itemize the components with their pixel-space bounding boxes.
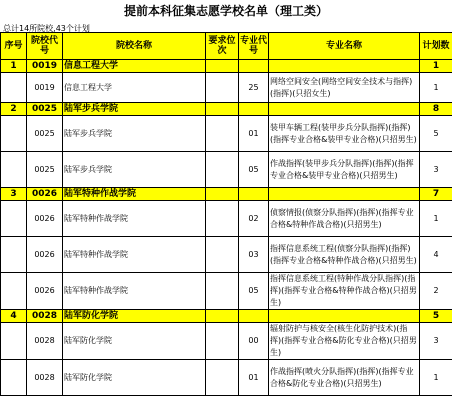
row-school-name: 陆军防化学院 [63,323,206,360]
row-major-code: 05 [239,152,269,188]
row-major-code: 25 [239,73,269,103]
row-plan: 3 [420,323,452,360]
row-major-name: 侦察情报(侦察分队指挥)(指挥)(指挥专业合格&特种作战合格)(只招男生) [269,201,420,237]
group-seq: 4 [1,310,27,323]
group-school-code: 0026 [27,188,63,201]
row-major-name: 网络空间安全(网络空间安全技术与指挥)(指挥)(只招女生) [269,73,420,103]
group-plan: 5 [420,310,452,323]
table-row [1,201,452,237]
row-major-name: 作战指挥(喷火分队指挥)(指挥)(指挥专业合格&防化专业合格)(只招男生) [269,360,420,396]
row-school-name: 信息工程大学 [63,73,206,103]
group-seq: 1 [1,60,27,73]
header-major-name: 专业名称 [269,33,420,60]
table-row [1,73,452,103]
table-row [1,273,452,310]
row-school-code: 0019 [27,73,63,103]
group-school-name: 信息工程大学 [63,60,206,73]
table-row [1,323,452,360]
row-plan: 4 [420,237,452,273]
row-school-code: 0026 [27,237,63,273]
group-school-name: 陆军步兵学院 [63,103,206,116]
table-row [1,116,452,152]
row-major-code: 05 [239,273,269,310]
row-school-code: 0028 [27,323,63,360]
table-row [1,237,452,273]
group-seq: 3 [1,188,27,201]
group-row [1,310,452,323]
table-row [1,152,452,188]
row-school-code: 0028 [27,360,63,396]
group-plan: 8 [420,103,452,116]
group-school-code: 0025 [27,103,63,116]
row-school-code: 0025 [27,152,63,188]
group-plan: 7 [420,188,452,201]
row-major-name: 指挥信息系统工程(侦察分队指挥)(指挥)(指挥专业合格&特种作战合格)(只招男生) [269,237,420,273]
header-seq: 序号 [1,33,27,60]
document-title: 提前本科征集志愿学校名单（理工类） [123,4,328,18]
group-seq: 2 [1,103,27,116]
row-major-name: 辐射防护与核安全(核生化防护技术)(指挥)(指挥专业合格&防化专业合格)(只招男生) [269,323,420,360]
document-subtitle: 总计14所院校,43个计划 [3,24,90,33]
row-school-name: 陆军特种作战学院 [63,201,206,237]
row-school-code: 0025 [27,116,63,152]
table-header-row [1,33,452,60]
row-major-code: 01 [239,360,269,396]
group-row [1,103,452,116]
group-school-code: 0028 [27,310,63,323]
row-plan: 2 [420,273,452,310]
row-school-name: 陆军特种作战学院 [63,237,206,273]
row-school-code: 0026 [27,273,63,310]
row-plan: 1 [420,73,452,103]
row-plan: 3 [420,152,452,188]
row-major-code: 03 [239,237,269,273]
row-plan: 1 [420,201,452,237]
row-major-code: 00 [239,323,269,360]
group-plan: 1 [420,60,452,73]
row-school-name: 陆军防化学院 [63,360,206,396]
group-school-code: 0019 [27,60,63,73]
header-major-code: 专业代号 [239,33,269,60]
group-school-name: 陆军防化学院 [63,310,206,323]
header-req-count: 要求位次 [206,33,239,60]
row-major-name: 作战指挥(装甲步兵分队指挥)(指挥)(指挥专业合格&装甲专业合格)(只招男生) [269,152,420,188]
header-plan: 计划数 [420,33,452,60]
row-major-name: 装甲车辆工程(装甲步兵分队指挥)(指挥)(指挥专业合格&装甲专业合格)(只招男生) [269,116,420,152]
row-major-name: 指挥信息系统工程(特种作战分队指挥)(指挥)(指挥专业合格&特种作战合格)(只招男生) [269,273,420,310]
row-school-name: 陆军步兵学院 [63,152,206,188]
group-row [1,188,452,201]
row-plan: 1 [420,360,452,396]
header-school-name: 院校名称 [63,33,206,60]
row-major-code: 01 [239,116,269,152]
header-school-code: 院校代号 [27,33,63,60]
group-school-name: 陆军特种作战学院 [63,188,206,201]
group-row [1,60,452,73]
row-major-code: 02 [239,201,269,237]
table-row [1,360,452,396]
row-school-name: 陆军步兵学院 [63,116,206,152]
school-list-table [0,32,452,396]
row-school-name: 陆军特种作战学院 [63,273,206,310]
row-school-code: 0026 [27,201,63,237]
row-plan: 5 [420,116,452,152]
